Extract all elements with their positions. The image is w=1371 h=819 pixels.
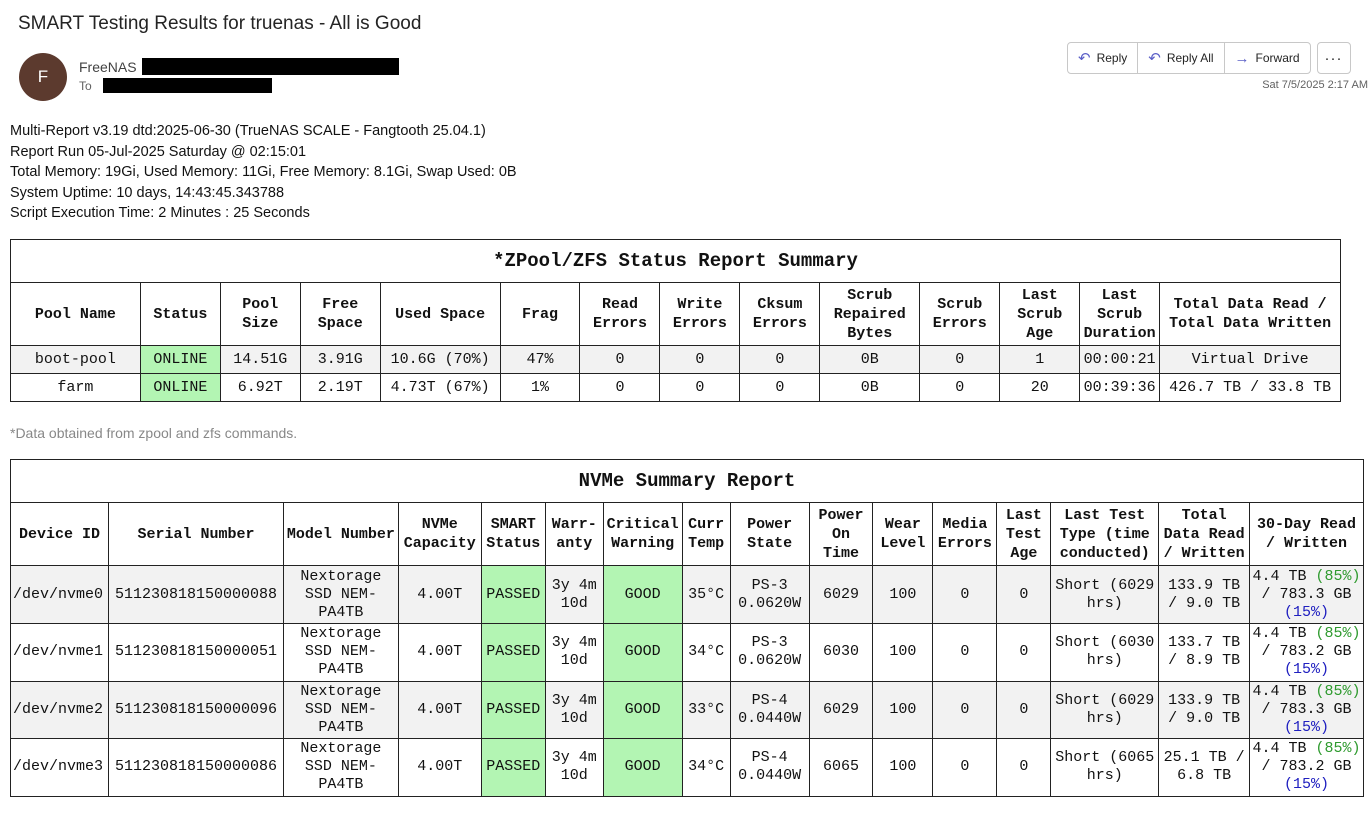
- nvme-table-cell: /dev/nvme2: [11, 681, 109, 739]
- nvme-table-cell: 511230818150000096: [108, 681, 283, 739]
- zfs-table-cell: 4.73T (67%): [380, 374, 500, 402]
- zfs-table-cell: 0: [740, 374, 820, 402]
- thirty-day-written-pct: (15%): [1284, 718, 1330, 736]
- nvme-header-cell: Serial Number: [108, 503, 283, 566]
- nvme-table-row: [11, 681, 1364, 739]
- forward-button[interactable]: [1224, 43, 1310, 73]
- critical-warning-badge: GOOD: [603, 566, 682, 624]
- nvme-header-cell: Total Data Read / Written: [1159, 503, 1250, 566]
- nvme-table-cell: 0: [997, 739, 1051, 797]
- thirty-day-read-written-cell: 4.4 TB (85%) / 783.2 GB (15%): [1250, 624, 1364, 682]
- meta-exec-time-line: Script Execution Time: 2 Minutes : 25 Seconds: [10, 205, 310, 221]
- reply-button[interactable]: [1068, 43, 1137, 73]
- sender-line: [79, 58, 399, 75]
- recipient-line: [79, 78, 272, 93]
- zfs-header-cell: Last Scrub Age: [1000, 283, 1080, 346]
- thirty-day-written-pct: (15%): [1284, 776, 1330, 794]
- nvme-table-cell: 0: [997, 566, 1051, 624]
- nvme-header-cell: Media Errors: [933, 503, 997, 566]
- nvme-table-cell: 0: [997, 624, 1051, 682]
- nvme-summary-table: [10, 459, 1364, 797]
- nvme-header-cell: Critical Warning: [603, 503, 682, 566]
- nvme-table-cell: Nextorage SSD NEM-PA4TB: [283, 566, 398, 624]
- nvme-table-cell: 0: [933, 566, 997, 624]
- nvme-table-cell: /dev/nvme1: [11, 624, 109, 682]
- nvme-table-cell: 3y 4m 10d: [545, 739, 603, 797]
- nvme-table-cell: 34°C: [682, 739, 730, 797]
- nvme-table-cell: 6029: [809, 566, 873, 624]
- nvme-table-cell: 100: [873, 681, 933, 739]
- nvme-header-cell: Power State: [730, 503, 809, 566]
- reply-button-group: [1067, 42, 1311, 74]
- meta-version-line: Multi-Report v3.19 dtd:2025-06-30 (TrueNAS SCALE - Fangtooth 25.04.1): [10, 123, 486, 139]
- zfs-header-cell: Total Data Read / Total Data Written: [1160, 283, 1341, 346]
- nvme-header-cell: Warr-anty: [545, 503, 603, 566]
- zfs-table-row: [11, 374, 1341, 402]
- reply-all-button[interactable]: [1137, 43, 1223, 73]
- nvme-header-cell: 30-Day Read / Written: [1250, 503, 1364, 566]
- zfs-table-cell: 20: [1000, 374, 1080, 402]
- thirty-day-read-pct: (85%): [1315, 740, 1361, 758]
- reply-label: Reply: [1096, 51, 1128, 65]
- nvme-table-cell: 3y 4m 10d: [545, 681, 603, 739]
- to-label: To: [79, 78, 92, 93]
- nvme-table-cell: /dev/nvme0: [11, 566, 109, 624]
- received-date: Sat 7/5/2025 2:17 AM: [1262, 79, 1368, 91]
- nvme-table-cell: /dev/nvme3: [11, 739, 109, 797]
- nvme-table-cell: 4.00T: [398, 681, 481, 739]
- critical-warning-badge: GOOD: [603, 624, 682, 682]
- report-meta: [10, 121, 517, 224]
- nvme-header-cell: SMART Status: [481, 503, 545, 566]
- smart-status-badge: PASSED: [481, 624, 545, 682]
- zfs-table-title: *ZPool/ZFS Status Report Summary: [11, 240, 1341, 283]
- thirty-day-read: 4.4 TB: [1252, 682, 1307, 700]
- zfs-header-row: [11, 283, 1341, 346]
- nvme-header-cell: NVMe Capacity: [398, 503, 481, 566]
- meta-uptime-line: System Uptime: 10 days, 14:43:45.343788: [10, 184, 285, 201]
- nvme-header-cell: Last Test Type (time conducted): [1051, 503, 1159, 566]
- nvme-table-cell: 4.00T: [398, 739, 481, 797]
- pool-status-badge: ONLINE: [140, 346, 220, 374]
- thirty-day-read-written-cell: 4.4 TB (85%) / 783.3 GB (15%): [1250, 566, 1364, 624]
- zfs-status-table: [10, 239, 1341, 402]
- zfs-header-cell: Frag: [500, 283, 580, 346]
- reply-all-icon: ↶: [1148, 49, 1161, 67]
- thirty-day-read-pct: (85%): [1315, 567, 1361, 585]
- thirty-day-read-written-cell: 4.4 TB (85%) / 783.3 GB (15%): [1250, 681, 1364, 739]
- thirty-day-read-pct: (85%): [1315, 682, 1361, 700]
- thirty-day-read-pct: (85%): [1315, 625, 1361, 643]
- nvme-table-cell: PS-4 0.0440W: [730, 681, 809, 739]
- smart-status-badge: PASSED: [481, 739, 545, 797]
- zfs-table-cell: boot-pool: [11, 346, 141, 374]
- sender-name[interactable]: FreeNAS: [79, 58, 137, 75]
- zfs-table-cell: 00:39:36: [1080, 374, 1160, 402]
- nvme-table-cell: Short (6030 hrs): [1051, 624, 1159, 682]
- nvme-table-cell: 6030: [809, 624, 873, 682]
- nvme-table-cell: 100: [873, 739, 933, 797]
- zfs-table-cell: farm: [11, 374, 141, 402]
- nvme-table-row: [11, 624, 1364, 682]
- smart-status-badge: PASSED: [481, 681, 545, 739]
- zfs-table-cell: 14.51G: [220, 346, 300, 374]
- nvme-table-cell: 3y 4m 10d: [545, 566, 603, 624]
- nvme-table-cell: Nextorage SSD NEM-PA4TB: [283, 624, 398, 682]
- meta-run-line: Report Run 05-Jul-2025 Saturday @ 02:15:01: [10, 143, 307, 160]
- zfs-table-cell: 0: [920, 346, 1000, 374]
- zfs-table-cell: 0: [580, 346, 660, 374]
- nvme-table-cell: 35°C: [682, 566, 730, 624]
- critical-warning-badge: GOOD: [603, 739, 682, 797]
- nvme-table-cell: 3y 4m 10d: [545, 624, 603, 682]
- zfs-table-cell: 1%: [500, 374, 580, 402]
- nvme-table-cell: 33°C: [682, 681, 730, 739]
- zfs-header-cell: Pool Name: [11, 283, 141, 346]
- nvme-table-cell: 0: [933, 681, 997, 739]
- thirty-day-written: 783.2 GB: [1279, 643, 1352, 661]
- thirty-day-written-pct: (15%): [1284, 661, 1330, 679]
- zfs-table-cell: 00:00:21: [1080, 346, 1160, 374]
- zfs-table-cell: 0: [660, 374, 740, 402]
- critical-warning-badge: GOOD: [603, 681, 682, 739]
- zfs-header-cell: Cksum Errors: [740, 283, 820, 346]
- nvme-table-cell: Nextorage SSD NEM-PA4TB: [283, 681, 398, 739]
- zfs-table-cell: 3.91G: [300, 346, 380, 374]
- thirty-day-read: 4.4 TB: [1252, 567, 1307, 585]
- nvme-table-cell: Short (6029 hrs): [1051, 681, 1159, 739]
- zfs-footnote: *Data obtained from zpool and zfs commands.: [10, 425, 298, 441]
- zfs-table-cell: 0B: [820, 346, 920, 374]
- nvme-table-cell: 4.00T: [398, 566, 481, 624]
- redacted-recipient: [103, 78, 272, 93]
- zfs-header-cell: Read Errors: [580, 283, 660, 346]
- email-subject: SMART Testing Results for truenas - All is Good: [18, 13, 422, 34]
- more-actions-button[interactable]: ···: [1317, 42, 1351, 74]
- zfs-header-cell: Used Space: [380, 283, 500, 346]
- forward-icon: →: [1234, 49, 1250, 67]
- message-actions: [1067, 42, 1351, 74]
- nvme-table-cell: 511230818150000086: [108, 739, 283, 797]
- nvme-table-cell: 133.7 TB / 8.9 TB: [1159, 624, 1250, 682]
- zfs-table-cell: 47%: [500, 346, 580, 374]
- nvme-header-cell: Device ID: [11, 503, 109, 566]
- nvme-table-cell: 511230818150000051: [108, 624, 283, 682]
- zfs-table-cell: 426.7 TB / 33.8 TB: [1160, 374, 1341, 402]
- thirty-day-written: 783.2 GB: [1279, 758, 1352, 776]
- zfs-table-row: [11, 346, 1341, 374]
- nvme-table-cell: 133.9 TB / 9.0 TB: [1159, 681, 1250, 739]
- reply-all-label: Reply All: [1166, 51, 1214, 65]
- zfs-header-cell: Status: [140, 283, 220, 346]
- zfs-table-cell: 0: [740, 346, 820, 374]
- zfs-header-cell: Free Space: [300, 283, 380, 346]
- nvme-header-cell: Wear Level: [873, 503, 933, 566]
- meta-memory-line: Total Memory: 19Gi, Used Memory: 11Gi, Free Memory: 8.1Gi, Swap Used: 0B: [10, 164, 517, 180]
- nvme-table-cell: 511230818150000088: [108, 566, 283, 624]
- thirty-day-written: 783.3 GB: [1279, 700, 1352, 718]
- nvme-table-cell: 0: [933, 739, 997, 797]
- nvme-table-cell: 0: [997, 681, 1051, 739]
- zfs-header-cell: Last Scrub Duration: [1080, 283, 1160, 346]
- zfs-header-cell: Write Errors: [660, 283, 740, 346]
- nvme-header-cell: Curr Temp: [682, 503, 730, 566]
- thirty-day-read-written-cell: 4.4 TB (85%) / 783.2 GB (15%): [1250, 739, 1364, 797]
- nvme-table-cell: Short (6029 hrs): [1051, 566, 1159, 624]
- thirty-day-written-pct: (15%): [1284, 603, 1330, 621]
- zfs-header-cell: Scrub Repaired Bytes: [820, 283, 920, 346]
- nvme-table-cell: PS-3 0.0620W: [730, 624, 809, 682]
- nvme-table-row: [11, 739, 1364, 797]
- thirty-day-written: 783.3 GB: [1279, 585, 1352, 603]
- redacted-sender-address: [142, 58, 399, 75]
- zfs-header-cell: Pool Size: [220, 283, 300, 346]
- zfs-header-cell: Scrub Errors: [920, 283, 1000, 346]
- nvme-table-cell: 0: [933, 624, 997, 682]
- zfs-table-cell: 0: [580, 374, 660, 402]
- nvme-table-cell: PS-3 0.0620W: [730, 566, 809, 624]
- nvme-header-cell: Model Number: [283, 503, 398, 566]
- nvme-table-cell: 6029: [809, 681, 873, 739]
- nvme-table-cell: 34°C: [682, 624, 730, 682]
- zfs-table-cell: 10.6G (70%): [380, 346, 500, 374]
- sender-avatar[interactable]: F: [19, 53, 67, 101]
- nvme-header-cell: Last Test Age: [997, 503, 1051, 566]
- smart-status-badge: PASSED: [481, 566, 545, 624]
- nvme-table-title: NVMe Summary Report: [11, 460, 1364, 503]
- zfs-table-cell: 0: [660, 346, 740, 374]
- nvme-header-row: [11, 503, 1364, 566]
- nvme-table-cell: Short (6065 hrs): [1051, 739, 1159, 797]
- nvme-table-cell: 100: [873, 566, 933, 624]
- nvme-table-cell: 100: [873, 624, 933, 682]
- thirty-day-read: 4.4 TB: [1252, 625, 1307, 643]
- zfs-table-cell: 0: [920, 374, 1000, 402]
- zfs-table-cell: 0B: [820, 374, 920, 402]
- nvme-table-cell: 6065: [809, 739, 873, 797]
- nvme-table-cell: 133.9 TB / 9.0 TB: [1159, 566, 1250, 624]
- reply-icon: ↶: [1078, 49, 1091, 67]
- zfs-table-cell: Virtual Drive: [1160, 346, 1341, 374]
- nvme-table-cell: PS-4 0.0440W: [730, 739, 809, 797]
- nvme-table-cell: Nextorage SSD NEM-PA4TB: [283, 739, 398, 797]
- thirty-day-read: 4.4 TB: [1252, 740, 1307, 758]
- nvme-table-cell: 25.1 TB / 6.8 TB: [1159, 739, 1250, 797]
- nvme-table-row: [11, 566, 1364, 624]
- nvme-table-cell: 4.00T: [398, 624, 481, 682]
- zfs-table-cell: 1: [1000, 346, 1080, 374]
- zfs-table-cell: 2.19T: [300, 374, 380, 402]
- nvme-header-cell: Power On Time: [809, 503, 873, 566]
- forward-label: Forward: [1255, 51, 1300, 65]
- pool-status-badge: ONLINE: [140, 374, 220, 402]
- zfs-table-cell: 6.92T: [220, 374, 300, 402]
